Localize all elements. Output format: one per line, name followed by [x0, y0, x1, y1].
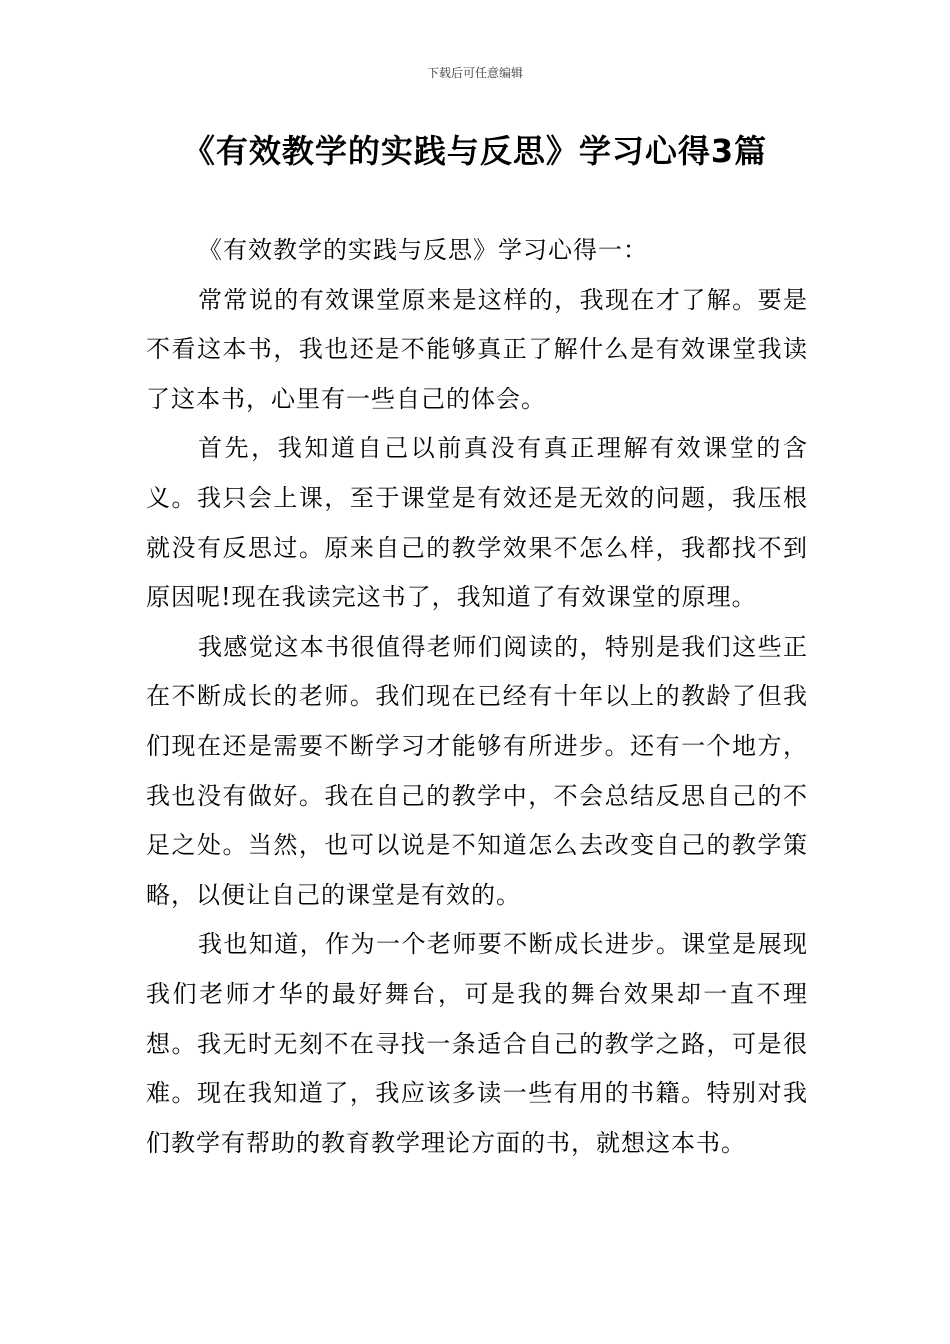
paragraph-4: 我也知道，作为一个老师要不断成长进步。课堂是展现我们老师才华的最好舞台，可是我的舞台效果却一直不理想。我无时无刻不在寻找一条适合自己的教学之路，可是很难。现在我知道了，我应该多读一些有用的书籍。特别对我们教学有帮助的教育教学理论方面的书，就想这本书。 [146, 930, 808, 1157]
paragraph-subtitle: 《有效教学的实践与反思》学习心得一： [198, 236, 648, 264]
paragraph-3: 我感觉这本书很值得老师们阅读的，特别是我们这些正在不断成长的老师。我们现在已经有十年以上的教龄了但我们现在还是需要不断学习才能够有所进步。还有一个地方，我也没有做好。我在自己的教学中，不会总结反思自己的不足之处。当然，也可以说是不知道怎么去改变自己的教学策略，以便让自己的课堂是有效的。 [146, 632, 808, 909]
document-body [146, 226, 808, 1168]
paragraph-1: 常常说的有效课堂原来是这样的，我现在才了解。要是不看这本书，我也还是不能够真正了解什么是有效课堂我读了这本书，心里有一些自己的体会。 [146, 285, 808, 413]
document-title: 《有效教学的实践与反思》学习心得3篇 [182, 132, 768, 170]
header-note: 下载后可任意编辑 [426, 66, 523, 80]
paragraph-2: 首先，我知道自己以前真没有真正理解有效课堂的含义。我只会上课，至于课堂是有效还是无效的问题，我压根就没有反思过。原来自己的教学效果不怎么样，我都找不到原因呢!现在我读完这书了，我知道了有效课堂的原理。 [146, 434, 808, 612]
